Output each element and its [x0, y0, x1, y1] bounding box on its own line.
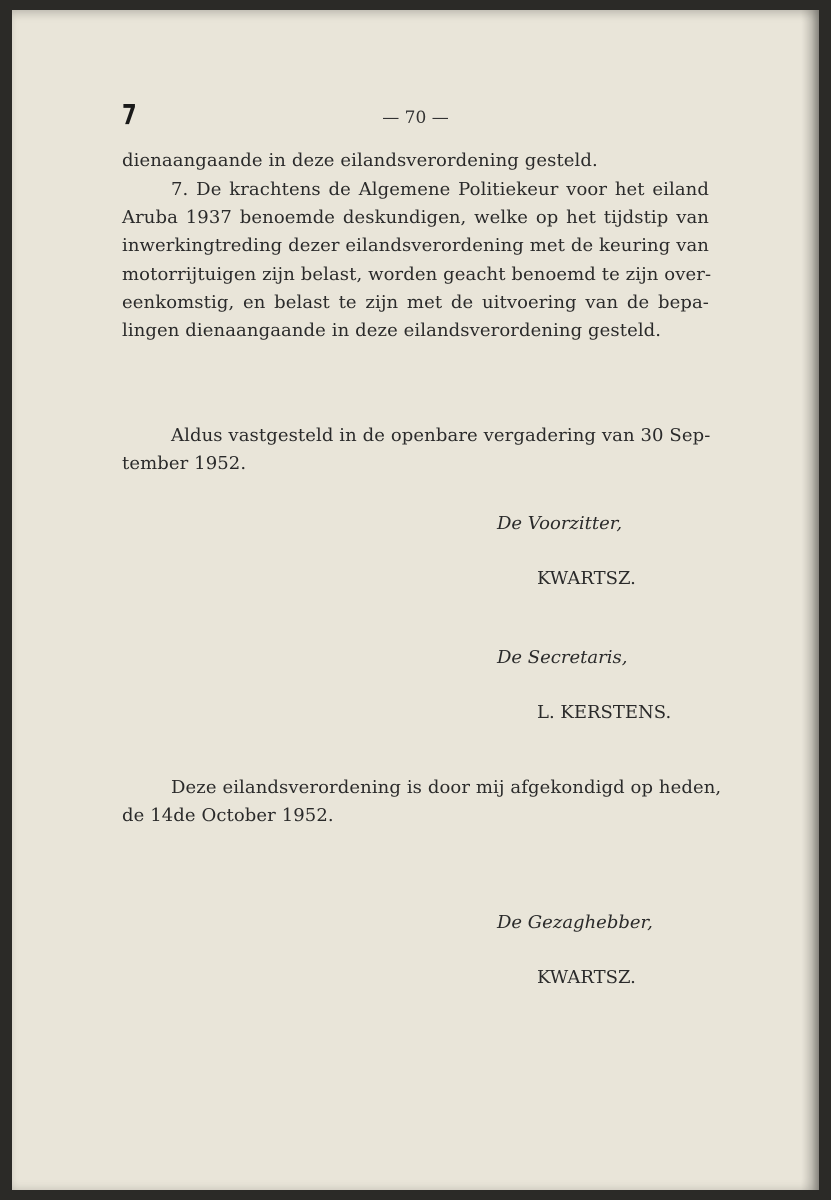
article-line: inwerkingtreding dezer eilandsverordening met de keuring van — [122, 235, 709, 256]
promulgation-line: Deze eilandsverordening is door mij afgekondigd op heden, — [171, 777, 722, 798]
adoption-line: tember 1952. — [122, 453, 247, 474]
governor-title: De Gezaghebber, — [497, 912, 653, 933]
article-line: motorrijtuigen zijn belast, worden geacht benoemd te zijn over- — [122, 264, 712, 285]
promulgation-line: de 14de October 1952. — [122, 805, 334, 826]
chair-name: KWARTSZ. — [537, 568, 636, 589]
page-edge-shadow — [801, 10, 819, 1190]
article-line: eenkomstig, en belast te zijn met de uitvoering van de bepa- — [122, 292, 709, 313]
secretary-title: De Secretaris, — [497, 647, 628, 668]
page-number: — 70 — — [382, 108, 449, 128]
document-page — [12, 10, 819, 1190]
article-line: lingen dienaangaande in deze eilandsverordening gesteld. — [122, 320, 662, 341]
article-line: 7. De krachtens de Algemene Politiekeur voor het eiland — [171, 179, 709, 200]
adoption-line: Aldus vastgesteld in de openbare vergadering van 30 Sep- — [171, 425, 711, 446]
chair-title: De Voorzitter, — [497, 513, 623, 534]
governor-name: KWARTSZ. — [537, 967, 636, 988]
article-line: Aruba 1937 benoemde deskundigen, welke op het tijdstip van — [122, 207, 709, 228]
article-line: dienaangaande in deze eilandsverordening gesteld. — [122, 150, 598, 171]
page-mark: 7 — [122, 98, 137, 131]
secretary-name: L. KERSTENS. — [537, 702, 672, 723]
